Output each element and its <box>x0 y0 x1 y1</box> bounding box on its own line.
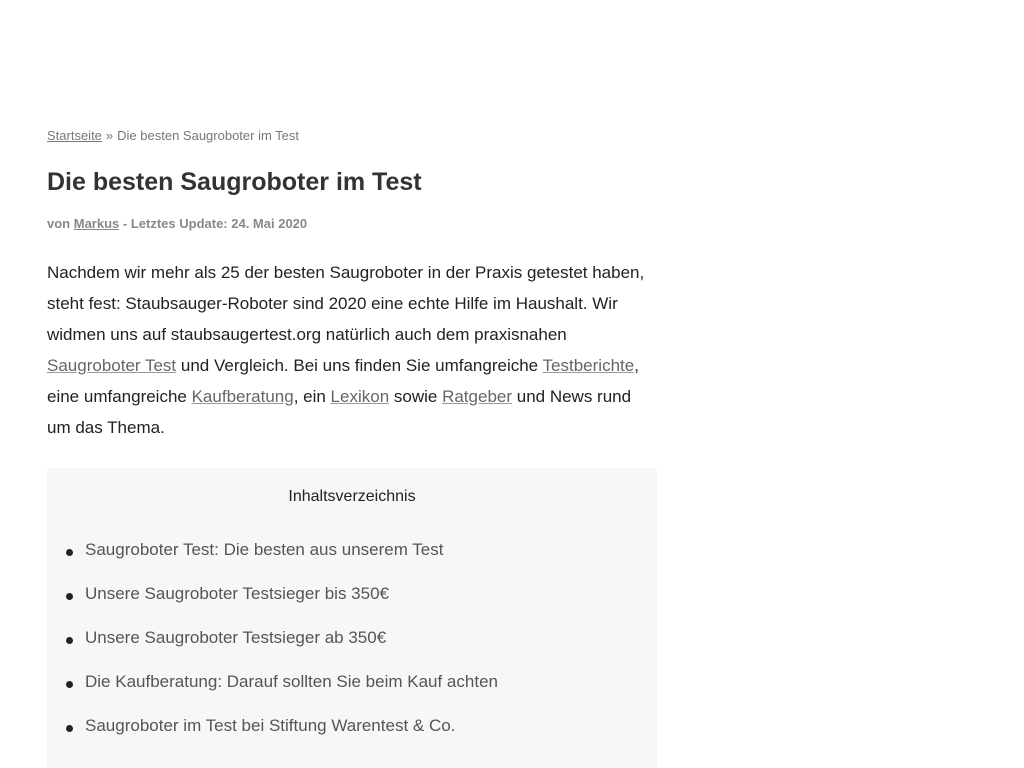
toc-link[interactable]: Saugroboter im Test bei Stiftung Warentest & Co. <box>85 716 456 735</box>
intro-text-6: und News rund um das Thema. <box>47 387 632 437</box>
intro-text-5: sowie <box>389 387 443 406</box>
testberichte-link[interactable]: Testberichte <box>542 356 635 375</box>
toc-link[interactable]: Unsere Saugroboter Testsieger ab 350€ <box>85 628 387 647</box>
saugroboter-test-link[interactable]: Saugroboter Test <box>47 356 177 375</box>
breadcrumb-separator: » <box>105 128 114 143</box>
page-title: Die besten Saugroboter im Test <box>47 168 422 196</box>
toc-link[interactable]: Unsere Saugroboter Testsieger bis 350€ <box>85 584 389 603</box>
toc-link[interactable]: Saugroboter Test: Die besten aus unserem Test <box>85 540 444 559</box>
toc-item <box>47 672 657 716</box>
bullet-icon <box>66 637 73 644</box>
author-link[interactable]: Markus <box>73 216 120 231</box>
meta-update: - Letztes Update: 24. Mai 2020 <box>122 216 308 231</box>
toc-link[interactable]: Die Kaufberatung: Darauf sollten Sie beim Kauf achten <box>85 672 498 691</box>
intro-text-4: , ein <box>293 387 331 406</box>
toc-item <box>47 540 657 584</box>
toc-item <box>47 716 657 760</box>
bullet-icon <box>66 549 73 556</box>
intro-text-3: , eine umfangreiche <box>47 356 639 406</box>
toc-item <box>47 628 657 672</box>
intro-text-1: Nachdem wir mehr als 25 der besten Saugroboter in der Praxis getestet haben, steht fest: Staubsauger-Roboter sind 2020 eine echte Hilfe im Haushalt. Wir widmen uns auf staubsaugertest.org natürlich auch dem praxisnahen <box>47 263 645 344</box>
lexikon-link[interactable]: Lexikon <box>330 387 390 406</box>
ratgeber-link[interactable]: Ratgeber <box>442 387 513 406</box>
breadcrumb-home-link[interactable]: Startseite <box>47 128 102 143</box>
kaufberatung-link[interactable]: Kaufberatung <box>191 387 294 406</box>
toc-title: Inhaltsverzeichnis <box>288 488 416 505</box>
breadcrumb <box>47 128 299 143</box>
toc-list <box>47 540 657 760</box>
intro-paragraph <box>47 257 657 443</box>
toc-item <box>47 584 657 628</box>
bullet-icon <box>66 681 73 688</box>
meta-prefix: von <box>47 216 71 231</box>
table-of-contents <box>47 468 657 768</box>
intro-text-2: und Vergleich. Bei uns finden Sie umfangreiche <box>176 356 543 375</box>
article-meta <box>47 216 307 231</box>
bullet-icon <box>66 593 73 600</box>
bullet-icon <box>66 725 73 732</box>
breadcrumb-current: Die besten Saugroboter im Test <box>117 128 300 143</box>
